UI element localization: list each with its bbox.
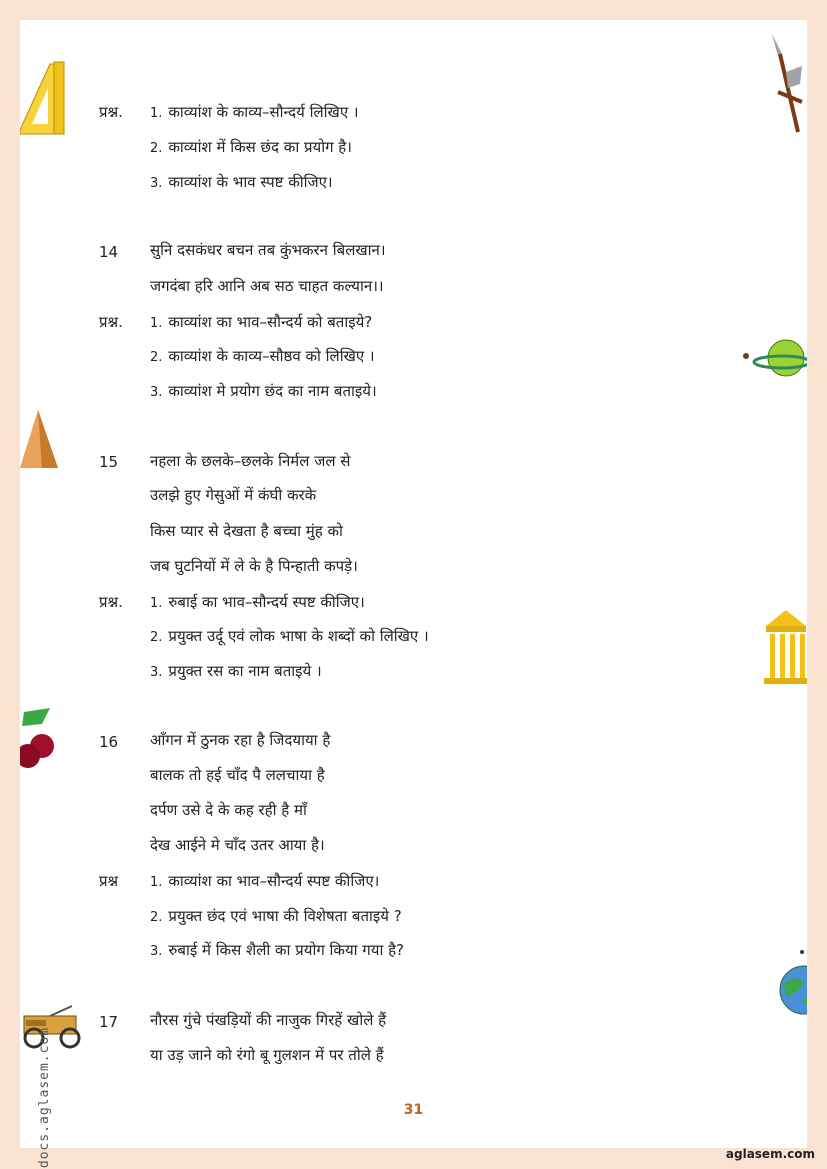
section-number: 14 — [99, 243, 119, 261]
fruit-icon — [20, 708, 56, 774]
question-item: 2. काव्यांश में किस छंद का प्रयोग है। — [150, 138, 352, 156]
question-item: 2. काव्यांश के काव्य–सौष्ठव को लिखिए । — [150, 347, 375, 365]
question-item: 2. प्रयुक्त छंद एवं भाषा की विशेषता बताइये ? — [150, 907, 402, 925]
questions-label: प्रश्न — [99, 872, 119, 890]
question-item: 1. काव्यांश के काव्य–सौन्दर्य लिखिए । — [150, 103, 359, 121]
verse-line: देख आईने मे चाँद उतर आया है। — [150, 836, 325, 854]
pyramid-icon — [20, 410, 58, 470]
verse-line: आँगन में ठुनक रहा है जिदयाया है — [150, 731, 331, 749]
verse-line: नहला के छलके–छलके निर्मल जल से — [150, 452, 351, 470]
verse-line: किस प्यार से देखता है बच्चा मुंह को — [150, 522, 343, 540]
temple-icon — [762, 608, 807, 686]
section-number: 16 — [99, 733, 119, 751]
watermark: docs.aglasem.com — [37, 1026, 53, 1169]
section-number: 17 — [99, 1013, 119, 1031]
question-item: 2. प्रयुक्त उर्दू एवं लोक भाषा के शब्दों को लिखिए । — [150, 627, 429, 645]
question-item: 3. रुबाई में किस शैली का प्रयोग किया गया है? — [150, 941, 405, 959]
question-item: 3. काव्यांश के भाव स्पष्ट कीजिए। — [150, 173, 333, 191]
questions-label: प्रश्न. — [99, 313, 123, 331]
question-item: 3. प्रयुक्त रस का नाम बताइये । — [150, 662, 322, 680]
vintage-car-icon — [20, 1002, 88, 1050]
verse-line: या उड़ जाने को रंगो बू गुलशन में पर तोले हैं — [150, 1046, 384, 1064]
verse-line: नौरस गुंचे पंखड़ियों की नाजुक गिरहें खोले हैं — [150, 1011, 387, 1029]
question-item: 1. रुबाई का भाव–सौन्दर्य स्पष्ट कीजिए। — [150, 593, 365, 611]
question-item: 1. काव्यांश का भाव–सौन्दर्य स्पष्ट कीजिए। — [150, 872, 380, 890]
footer-brand: aglasem.com — [725, 1147, 815, 1161]
globe-icon — [774, 944, 807, 1020]
question-item: 3. काव्यांश मे प्रयोग छंद का नाम बताइये। — [150, 382, 377, 400]
verse-line: सुनि दसकंधर बचन तब कुंभकरन बिलखान। — [150, 241, 386, 259]
verse-line: दर्पण उसे दे के कह रही है माँ — [150, 801, 307, 819]
document-page — [20, 20, 807, 1169]
verse-line: उलझे हुए गेसुओं में कंघी करके — [150, 486, 317, 504]
ruler-icon — [20, 60, 66, 136]
page-number: 31 — [403, 1102, 424, 1118]
question-item: 1. काव्यांश का भाव–सौन्दर्य को बताइये? — [150, 313, 373, 331]
spear-axe-icon — [768, 32, 806, 136]
planet-icon — [742, 334, 807, 382]
questions-label: प्रश्न. — [99, 103, 123, 121]
verse-line: जब घुटनियों में ले के है पिन्हाती कपड़े। — [150, 557, 358, 575]
verse-line: बालक तो हई चाँद पै ललचाया है — [150, 766, 325, 784]
questions-label: प्रश्न. — [99, 593, 123, 611]
verse-line: जगदंबा हरि आनि अब सठ चाहत कल्यान।। — [150, 277, 384, 295]
section-number: 15 — [99, 453, 119, 471]
